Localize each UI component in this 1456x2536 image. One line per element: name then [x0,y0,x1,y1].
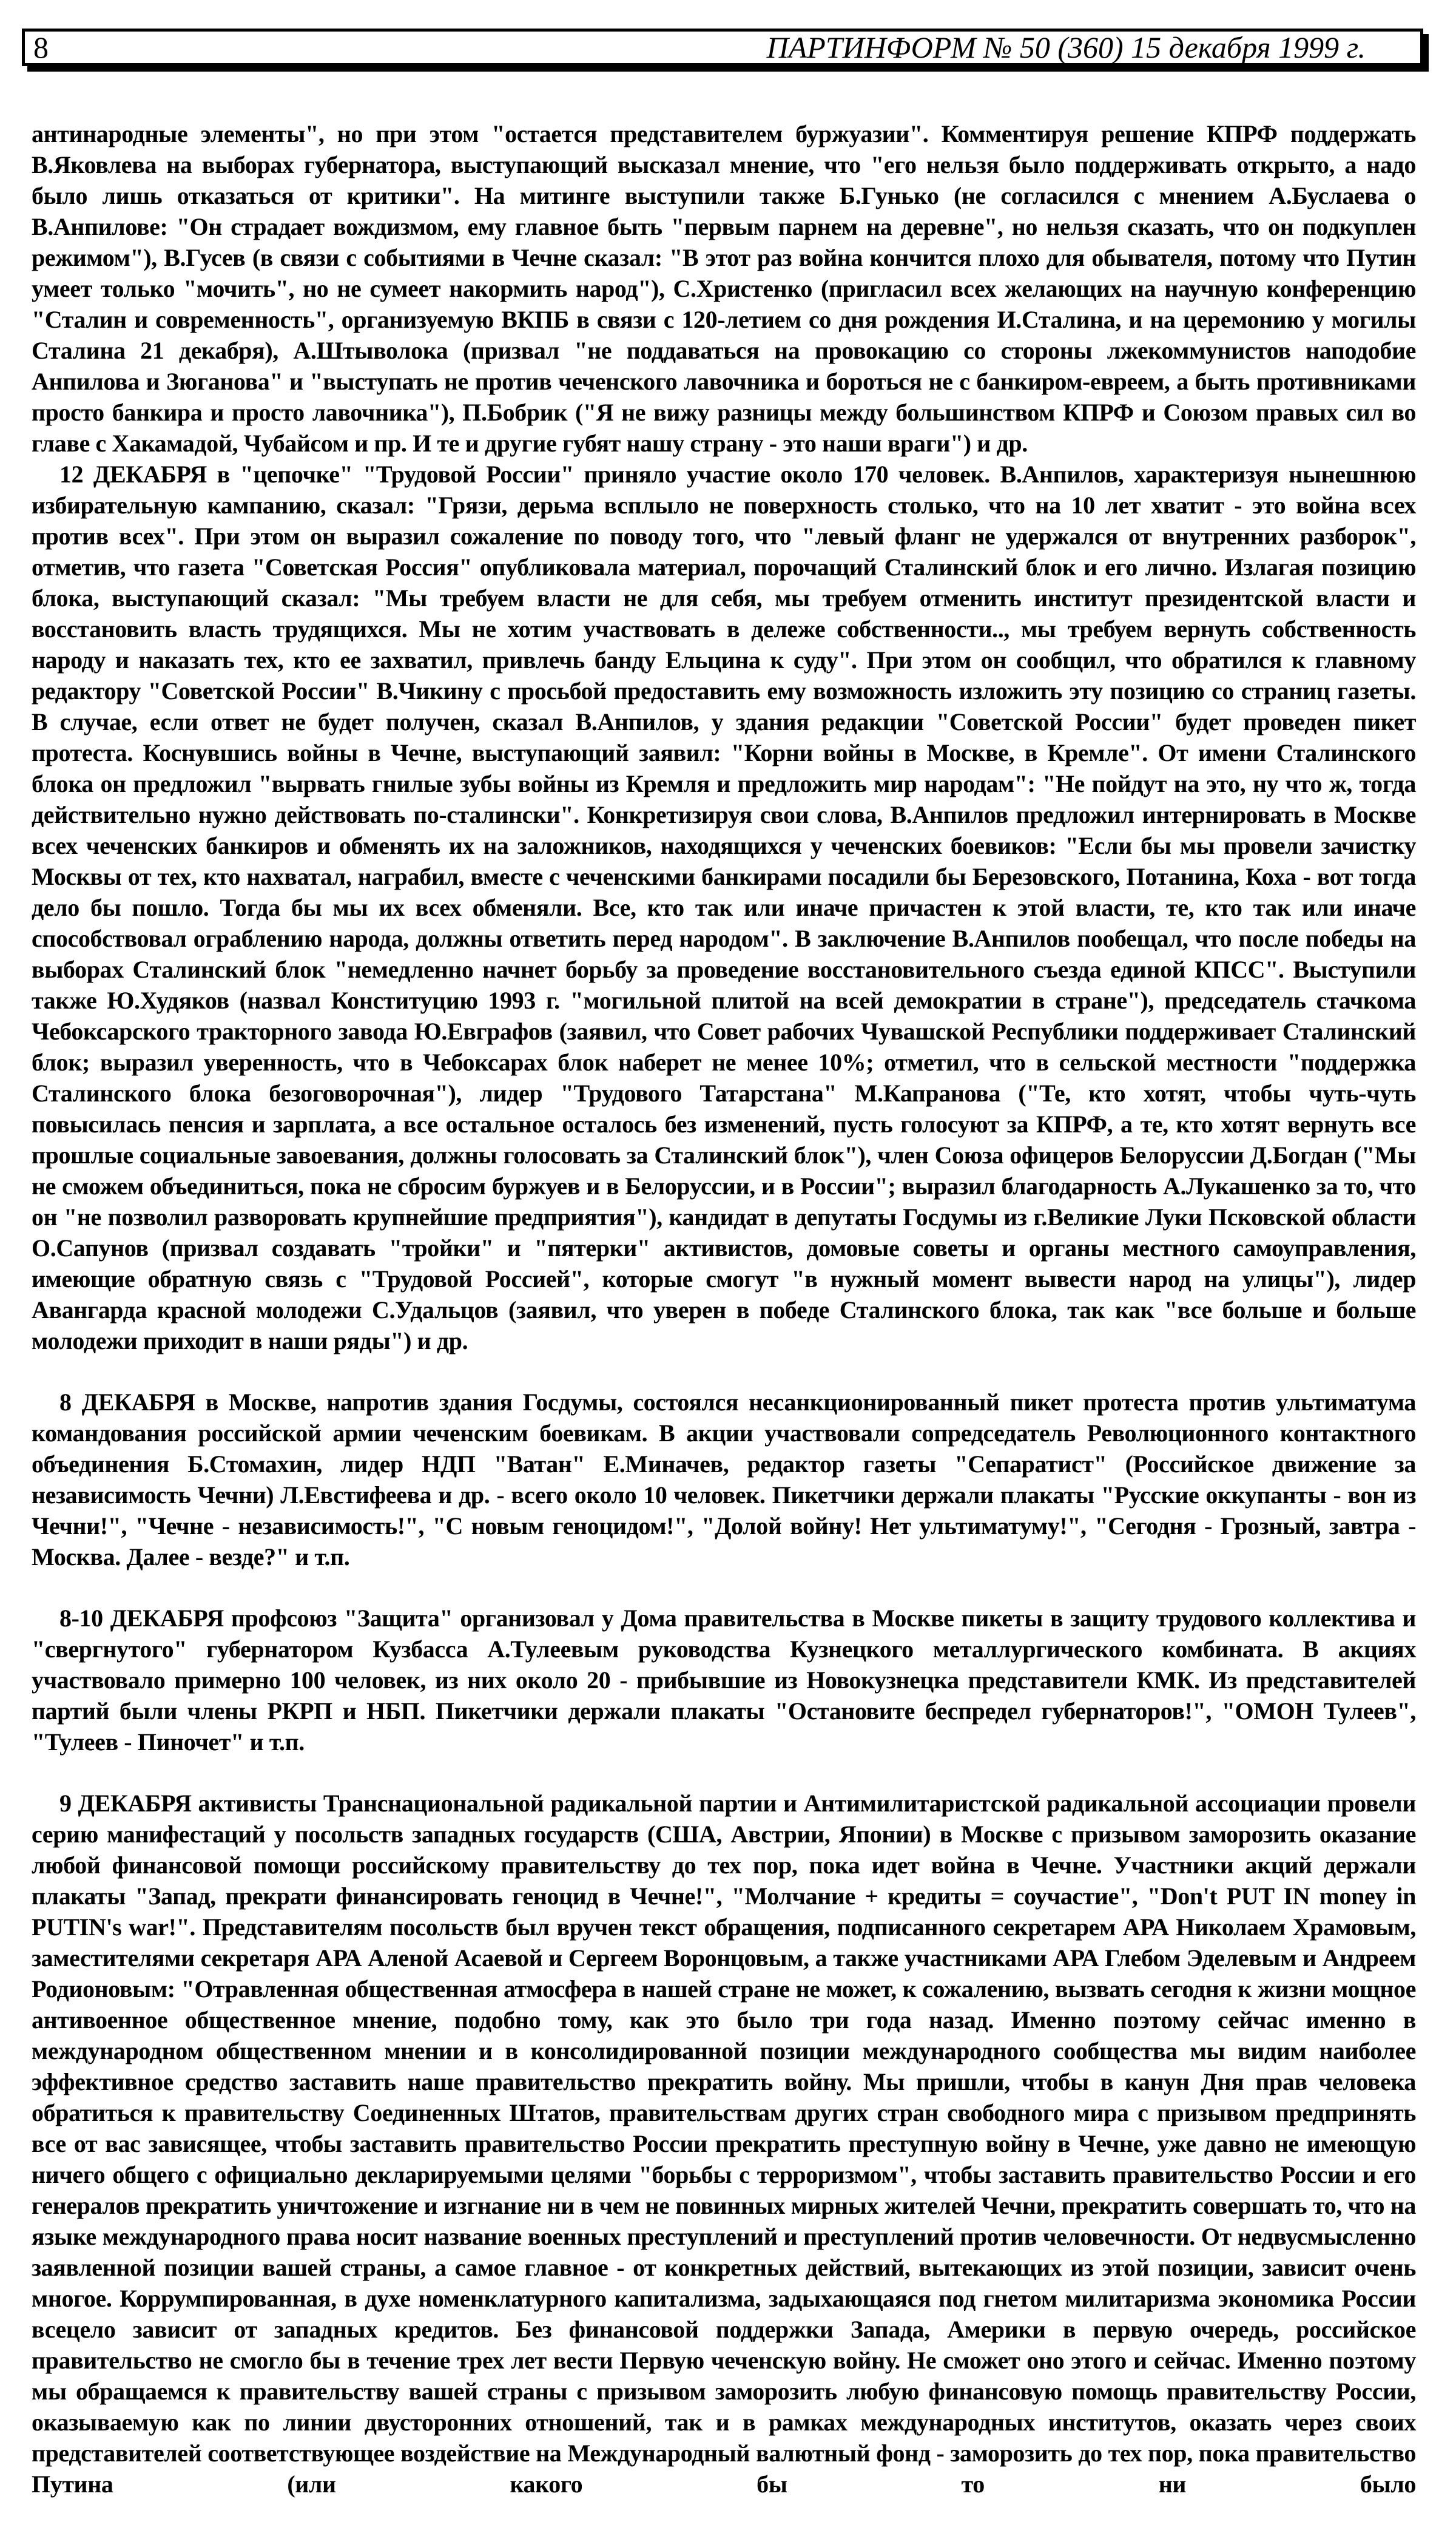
article-paragraph-dec-9: 9 ДЕКАБРЯ активисты Транснациональной радикальной партии и Антимилитаристской радикальной ассоциации провели серию манифестаций у посольств западных государств (США, Австрии, Японии) в Москве с призывом заморозить оказание любой финансовой помощи российскому правительству до тех пор, пока идет война в Чечне. Участники акций держали плакаты "Запад, прекрати финансировать геноцид в Чечне!", "Молчание + кредиты = соучастие", "Don't PUT IN money in PUTIN's war!". Представителям посольств был вручен текст обращения, подписанного секретарем АРА Николаем Храмовым, заместителями секретаря АРА Аленой Асаевой и Сергеем Воронцовым, а также участниками АРА Глебом Эделевым и Андреем Родионовым: "Отравленная общественная атмосфера в нашей стране не может, к сожалению, вызвать сегодня к жизни мощное антивоенное общественное мнение, подобно тому, как это было три года назад. Именно поэтому сейчас именно в международном общественном мнении и в консолидированной позиции международного сообщества мы видим наиболее эффективное средство заставить наше правительство прекратить войну. Мы пришли, чтобы в канун Дня прав человека обратиться к правительству Соединенных Штатов, правительствам других стран свободного мира с призывом предпринять все от вас зависящее, чтобы заставить правительство России прекратить преступную войну в Чечне, уже давно не имеющую ничего общего с официально декларируемыми целями "борьбы с терроризмом", чтобы заставить правительство России и его генералов прекратить уничтожение и изгнание ни в чем не повинных мирных жителей Чечни, прекратить совершать то, что на языке международного права носит название военных преступлений и преступлений против человечности. От недвусмысленно заявленной позиции вашей страны, а самое главное - от конкретных действий, вытекающих из этой позиции, зависит очень многое. Коррумпированная, в духе номенклатурного капитализма, задыхающаяся под гнетом милитаризма экономика России всецело зависит от западных кредитов. Без финансовой поддержки Запада, Америки в первую очередь, российское правительство не смогло бы в течение трех лет вести Первую чеченскую войну. Не сможет оно этого и сейчас. Именно поэтому мы обращаемся к правительству вашей страны с призывом заморозить любую финансовую помощь правительству России, оказываемую как по линии двусторонних отношений, так и в рамках международных институтов, оказать через своих представителей соответствующее воздействие на Международный валютный фонд - заморозить до тех пор, пока правительство Путина (или какого бы то ни было [32,1790,1416,2498]
article-body [32,66,1416,2536]
page-header [22,29,1423,66]
article-paragraph-dec-8: 8 ДЕКАБРЯ в Москве, напротив здания Госдумы, состоялся несанкционированный пикет протеста против ультиматума командования российской армии чеченским боевикам. В акции участвовали сопредседатель Революционного контактного объединения Б.Стомахин, лидер НДП "Ватан" Е.Миначев, редактор газеты "Сепаратист" (Российское движение за независимость Чечни) Л.Евстифеева и др. - всего около 10 человек. Пикетчики держали плакаты "Русские оккупанты - вон из Чечни!", "Чечне - независимость!", "С новым геноцидом!", "Долой войну! Нет ультиматуму!", "Сегодня - Грозный, завтра - Москва. Далее - везде?" и т.п. [32,1388,1416,1571]
article-paragraph-dec-12: 12 ДЕКАБРЯ в "цепочке" "Трудовой России" приняло участие около 170 человек. В.Анпилов, характеризуя нынешнюю избирательную кампанию, сказал: "Грязи, дерьма всплыло не поверхность столько, что на 10 лет хватит - это война всех против всех". При этом он выразил сожаление по поводу того, что "левый фланг не удержался от внутренних разборок", отметив, что газета "Советская Россия" опубликовала материал, порочащий Сталинский блок и его лично. Излагая позицию блока, выступающий сказал: "Мы требуем власти не для себя, мы требуем отменить институт президентской власти и восстановить власть трудящихся. Мы не хотим участвовать в дележе собственности.., мы требуем вернуть собственность народу и наказать тех, кто ее захватил, привлечь банду Ельцина к суду". При этом он сообщил, что обратился к главному редактору "Советской России" В.Чикину с просьбой предоставить ему возможность изложить эту позицию со страниц газеты. В случае, если ответ не будет получен, сказал В.Анпилов, у здания редакции "Советской России" будет проведен пикет протеста. Коснувшись войны в Чечне, выступающий заявил: "Корни войны в Москве, в Кремле". От имени Сталинского блока он предложил "вырвать гнилые зубы войны из Кремля и предложить мир народам": "Не пойдут на это, ну что ж, тогда действительно нужно действовать по-сталински". Конкретизируя свои слова, В.Анпилов предложил интернировать в Москве всех чеченских банкиров и обменять их на заложников, находящихся у чеченских боевиков: "Если бы мы провели зачистку Москвы от тех, кто нахватал, награбил, вместе с чеченскими банкирами посадили бы Березовского, Потанина, Коха - вот тогда дело бы пошло. Тогда бы мы их всех обменяли. Все, кто так или иначе причастен к этой власти, те, кто так или иначе способствовал ограблению народа, должны ответить перед народом". В заключение В.Анпилов пообещал, что после победы на выборах Сталинский блок "немедленно начнет борьбу за проведение восстановительного съезда единой КПСС". Выступили также Ю.Худяков (назвал Конституцию 1993 г. "могильной плитой на всей демократии в стране"), председатель стачкома Чебоксарского тракторного завода Ю.Евграфов (заявил, что Совет рабочих Чувашской Республики поддерживает Сталинский блок; выразил уверенность, что в Чебоксарах блок наберет не менее 10%; отметил, что в сельской местности "поддержка Сталинского блока безоговорочная"), лидер "Трудового Татарстана" М.Капранова ("Те, кто хотят, чтобы чуть-чуть повысилась пенсия и зарплата, а все остальное осталось без изменений, пусть голосуют за КПРФ, а те, кто хотят вернуть все прошлые социальные завоевания, должны голосовать за Сталинский блок"), член Союза офицеров Белоруссии Д.Богдан ("Мы не сможем объединиться, пока не сбросим буржуев и в Белоруссии, и в России"; выразил благодарность А.Лукашенко за то, что он "не позволил разворовать крупнейшие предприятия"), кандидат в депутаты Госдумы из г.Великие Луки Псковской области О.Сапунов (призвал создавать "тройки" и "пятерки" активистов, домовые советы и органы местного самоуправления, имеющие обратную связь с "Трудовой Россией", которые смогут "в нужный момент вывести народ на улицы"), лидер Авангарда красной молодежи С.Удальцов (заявил, что уверен в победе Сталинского блока, так как "все больше и больше молодежи приходит в наши ряды") и др. [32,461,1416,1354]
article-paragraph-dec-8-10: 8-10 ДЕКАБРЯ профсоюз "Защита" организовал у Дома правительства в Москве пикеты в защиту трудового коллектива и "свергнутого" губернатором Кузбасса А.Тулеевым руководства Кузнецкого металлургического комбината. В акциях участвовало примерно 100 человек, из них около 20 - прибывшие из Новокузнецка представители КМК. Из представителей партий были члены РКРП и НБП. Пикетчики держали плакаты "Остановите беспредел губернаторов!", "ОМОН Тулеев", "Тулеев - Пиночет" и т.п. [32,1604,1416,1756]
article-paragraph-continuation: антинародные элементы", но при этом "остается представителем буржуазии". Комментируя решение КПРФ поддержать В.Яковлева на выборах губернатора, выступающий высказал мнение, что "его нельзя было поддерживать открыто, а надо было лишь отказаться от критики". На митинге выступили также Б.Гунько (не согласился с мнением А.Буслаева о В.Анпилове: "Он страдает вождизмом, ему главное быть "первым парнем на деревне", но нельзя сказать, что он подкуплен режимом"), В.Гусев (в связи с событиями в Чечне сказал: "В этот раз война кончится плохо для обывателя, потому что Путин умеет только "мочить", но не сумеет накормить народ"), С.Христенко (пригласил всех желающих на научную конференцию "Сталин и современность", организуемую ВКПБ в связи с 120-летием со дня рождения И.Сталина, и на церемонию у могилы Сталина 21 декабря), А.Штыволока (призвал "не поддаваться на провокацию со стороны лжекоммунистов наподобие Анпилова и Зюганова" и "выступать не против чеченского лавочника и бороться не с банкиром-евреем, а быть противниками просто банкира и просто лавочника"), П.Бобрик ("Я не вижу разницы между большинством КПРФ и Союзом правых сил во главе с Хакамадой, Чубайсом и пр. И те и другие губят нашу страну - это наши враги") и др. [32,120,1416,457]
page-number: 8 [33,30,49,64]
issue-title: ПАРТИНФОРМ № 50 (360) 15 декабря 1999 г. [766,30,1366,64]
